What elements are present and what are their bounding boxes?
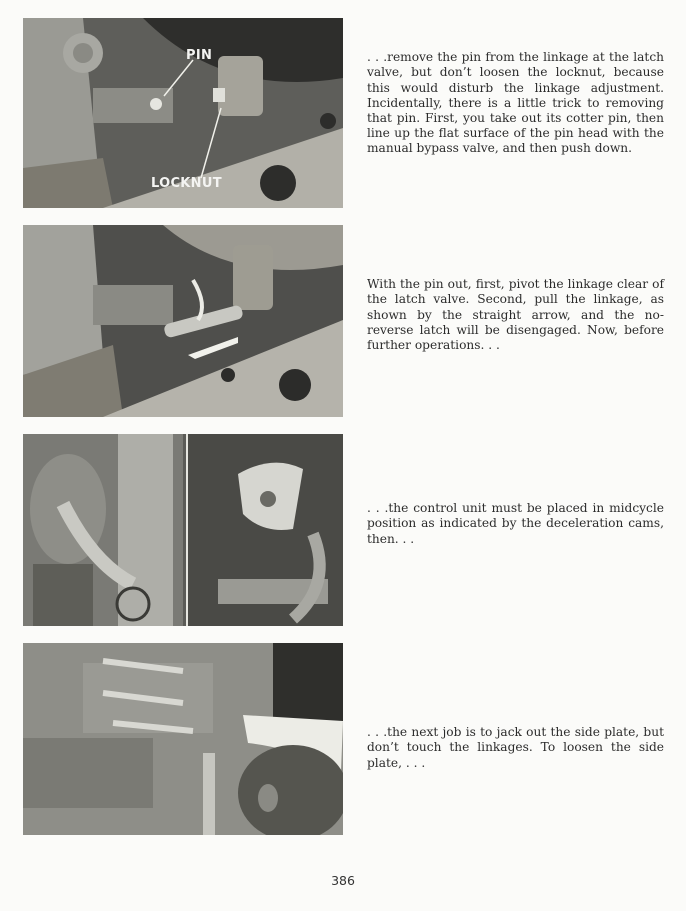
machinery-illustration [23,643,343,835]
caption-control-unit-midcycle: . . .the control unit must be placed in midcycle position as indicated by the deceleration cams, then. . . [367,501,664,546]
control-unit-midcycle-photo [23,434,343,626]
side-plate-jack-photo [23,643,343,835]
linkage-pivot-photo [23,225,343,417]
page-number: 386 [331,873,355,888]
machinery-illustration [23,225,343,417]
machinery-illustration [23,434,343,626]
caption-jack-side-plate: . . .the next job is to jack out the side plate, but don’t touch the linkages. To loosen the side plate, . . . [367,725,664,770]
caption-pivot-linkage: With the pin out, first, pivot the linkage clear of the latch valve. Second, pull the linkage, as shown by the straight arrow, and the no-reverse latch will be disengaged. Now, before further operations. . . [367,277,664,352]
caption-remove-pin: . . .remove the pin from the linkage at the latch valve, but don’t loosen the locknut, because this would disturb the linkage adjustment. Incidentally, there is a little trick to removing that pin. First, you take out its cotter pin, then line up the flat surface of the pin head with the manual bypass valve, and then push down. [367,50,664,156]
locknut-callout-label: LOCKNUT [151,176,222,191]
latch-valve-linkage-photo [23,18,343,208]
pin-callout-label: PIN [186,48,213,63]
